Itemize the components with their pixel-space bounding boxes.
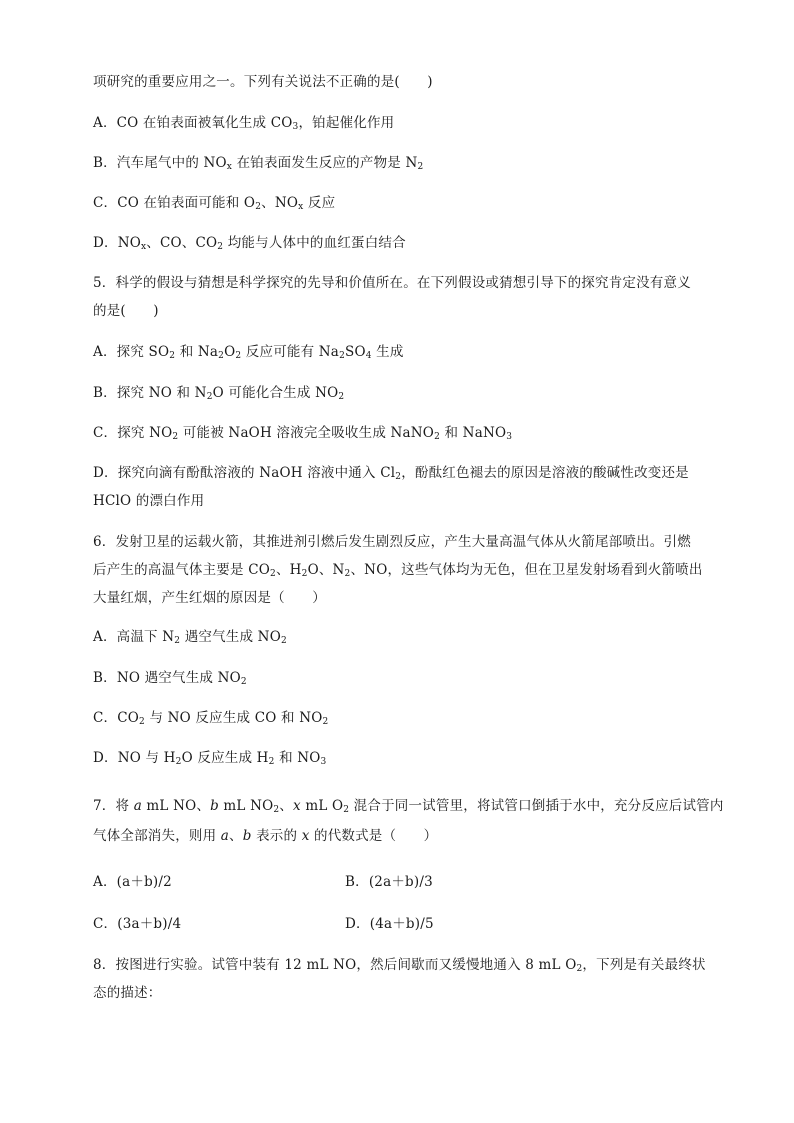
q6-stem-line-3: 大量红烟，产生红烟的原因是（ ）	[93, 590, 326, 606]
q6-option-a: A．高温下 $N_2$ 遇空气生成 $NO_2$	[93, 629, 287, 646]
q6-stem-line-1: 6．发射卫星的运载火箭，其推进剂引燃后发生剧烈反应，产生大量高温气体从火箭尾部喷出。引燃	[93, 534, 691, 550]
q6-option-b: B．NO 遇空气生成 $NO_2$	[93, 670, 247, 687]
q7-stem-line-1: 7．将 a mL NO、b mL $NO_2$、x mL $O_2$ 混合于同一试管里，将试管口倒插于水中，充分反应后试管内	[93, 798, 724, 815]
q5-stem-line-1: 5．科学的假设与猜想是科学探究的先导和价值所在。在下列假设或猜想引导下的探究肯定没有意义	[93, 275, 691, 291]
q7-option-c: C．(3a＋b)/4	[93, 916, 182, 932]
q4-option-c: C．CO 在铂表面可能和 $O_2$、$NO_x$ 反应	[93, 195, 336, 212]
q5-option-c: C．探究 $NO_2$ 可能被 NaOH 溶液完全吸收生成 NaNO$_2$ 和 NaNO$_3$	[93, 425, 513, 442]
q5-stem-line-2: 的是( )	[93, 303, 159, 319]
q5-option-d: D．探究向滴有酚酞溶液的 NaOH 溶液中通入 $Cl_2$，酚酞红色褪去的原因是溶液的酸碱性改变还是	[93, 465, 689, 482]
q6-option-c: C．$CO_2$ 与 NO 反应生成 CO 和 $NO_2$	[93, 710, 329, 727]
q4-option-a: A．CO 在铂表面被氧化生成 $CO_3$，铂起催化作用	[93, 115, 395, 132]
q7-options-row-1	[93, 872, 734, 892]
q5-option-b: B．探究 NO 和 $N_2O$ 可能化合生成 $NO_2$	[93, 385, 345, 402]
q5-option-d-cont: HClO 的漂白作用	[93, 493, 205, 509]
q7-option-a: A．(a＋b)/2	[93, 874, 172, 890]
q6-stem-line-2: 后产生的高温气体主要是 $CO_2$、$H_2O$、$N_2$、NO，这些气体均为无色，但在卫星发射场看到火箭喷出	[93, 562, 703, 579]
q8-stem-line-2: 态的描述：	[93, 985, 162, 1001]
q7-stem-line-2: 气体全部消失，则用 a、b 表示的 x 的代数式是（ ）	[93, 828, 438, 844]
q4-stem: 项研究的重要应用之一。下列有关说法不正确的是( )	[93, 74, 433, 90]
q5-option-a: A．探究 $SO_2$ 和 $Na_2O_2$ 反应可能有 $Na_2SO_4$ 生成	[93, 344, 404, 361]
q4-option-b: B．汽车尾气中的 $NO_x$ 在铂表面发生反应的产物是 $N_2$	[93, 155, 424, 172]
q7-options-row-2	[93, 914, 734, 934]
q4-option-d: D．$NO_x$、CO、$CO_2$ 均能与人体中的血红蛋白结合	[93, 235, 406, 252]
q8-stem-line-1: 8．按图进行实验。试管中装有 12 mL NO，然后间歇而又缓慢地通入 8 mL $O_2$，下列是有关最终状	[93, 957, 706, 974]
q7-option-b: B．(2a＋b)/3	[345, 874, 433, 890]
q7-option-d: D．(4a＋b)/5	[345, 916, 434, 932]
q6-option-d: D．NO 与 $H_2O$ 反应生成 $H_2$ 和 $NO_3$	[93, 750, 327, 767]
